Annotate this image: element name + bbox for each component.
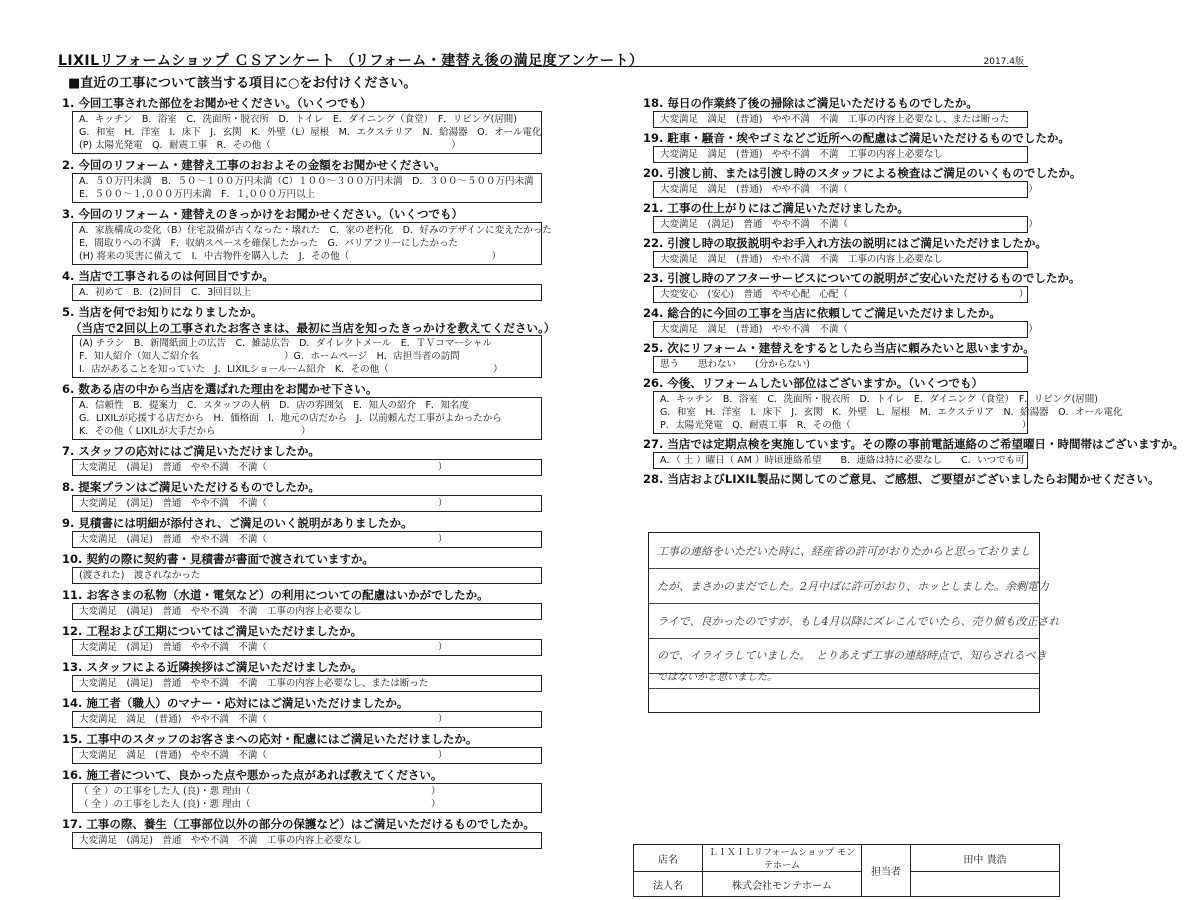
version-label: 2017.4版 — [983, 57, 1024, 67]
answer-option-line: 大変満足 満足 (普通) やや不満 不満（ ） — [79, 714, 448, 725]
answer-box — [72, 111, 542, 154]
question-label: 19. 駐車・騒音・埃やゴミなどご近所への配慮はご満足いただけるものでしたか。 — [643, 131, 1070, 145]
question-label: 9. 見積書には明細が添付され、ご満足のいく説明がありましたか。 — [62, 516, 413, 530]
answer-option-line: (H) 将来の災害に備えて I．中古物件を購入した J．その他（ ） — [79, 251, 502, 262]
question-label: 6. 数ある店の中から当店を選ばれた理由をお聞かせ下さい。 — [62, 382, 378, 396]
answer-box — [72, 675, 542, 692]
question-label: 28. 当店およびLIXIL製品に関してのご意見、ご感想、ご要望がございましたらお聞かせください。 — [643, 472, 1160, 486]
signature-table — [633, 844, 1060, 897]
answer-option-line: (P) 太陽光発電 Q．耐震工事 R．その他（ ） — [79, 140, 461, 151]
question-label: 5. 当店を何でお知りになりましたか。 （当店で2回以上の工事されたお客さまは、最初に当店を知ったきっかけを教えてください。） — [62, 305, 556, 335]
answer-option-line: 大変満足 (満足) 普通 やや不満 不満 工事の内容上必要なし — [79, 606, 362, 617]
question-label: 13. スタッフによる近隣挨拶はご満足いただけましたか。 — [62, 660, 363, 674]
answer-box — [72, 173, 542, 203]
answer-box — [653, 452, 1028, 469]
answer-option-line: A．家族構成の変化（B）住宅設備が古くなった・壊れた C．家の老朽化 D．好みのデザインに変えたかった — [79, 225, 552, 236]
question-label: 12. 工程および工期についてはご満足いただけましたか。 — [62, 624, 363, 638]
answer-option-line: 大変満足 満足 (普通) やや不満 不満（ ） — [660, 324, 1038, 335]
answer-box — [72, 397, 542, 440]
question-label: 23. 引渡し時のアフターサービスについての説明がご安心いただけるものでしたか。 — [643, 271, 1081, 285]
question-label: 22. 引渡し時の取扱説明やお手入れ方法の説明にはご満足いただけましたか。 — [643, 236, 1047, 250]
answer-option-line: P．太陽光発電 Q．耐震工事 R．その他（ ） — [660, 420, 1032, 431]
answer-box — [72, 284, 542, 301]
answer-option-line: 大変満足 (満足) 普通 やや不満 不満（ ） — [79, 498, 448, 509]
answer-option-line: 大変満足 満足 (普通) やや不満 不満 工事の内容上必要なし、または断った — [660, 114, 1010, 125]
answer-option-line: G．和室 H．洋室 I．床下 J．玄関 K．外壁 L．屋根 M．エクステリア N．給湯器 O．オール電化 — [660, 407, 1123, 418]
answer-option-line: 大変満足 満足 (普通) やや不満 不満（ ） — [660, 184, 1038, 195]
answer-box — [72, 832, 542, 849]
answer-option-line: G．LIXILが応援する店だから H．価格面 I．地元の店だから J．以前頼んだ工事がよかったから — [79, 413, 502, 424]
question-label: 2. 今回のリフォーム・建替え工事のおおよその金額をお聞かせください。 — [62, 158, 446, 172]
answer-option-line: A．信頼性 B．提案力 C．スタッフの人柄 D．店の雰囲気 E．知人の紹介 F．知名度 — [79, 400, 469, 411]
answer-box — [653, 111, 1028, 128]
answer-option-line: （ 全 ）の工事をした人 (良)・悪 理由（ ） — [79, 799, 441, 810]
answer-option-line: A．５０万円未満 B．５０～１００万円未満（C）１００～３００万円未満 D．３００～５００万円未満 — [79, 176, 534, 187]
answer-box — [72, 459, 542, 476]
answer-option-line: 大変満足 (満足) 普通 やや不満 不満（ ） — [660, 219, 1038, 230]
question-label: 18. 毎日の作業終了後の掃除はご満足いただけるものでしたか。 — [643, 96, 978, 110]
answer-box — [653, 321, 1038, 338]
answer-box — [653, 391, 1123, 434]
answer-box — [653, 216, 1038, 233]
answer-option-line: 大変満足 (満足) 普通 やや不満 不満 工事の内容上必要なし、または断った — [79, 678, 429, 689]
question-label: 14. 施工者（職人）のマナー・応対にはご満足いただけましたか。 — [62, 696, 409, 710]
title-underline — [58, 66, 1028, 67]
corp-label: 法人名 — [634, 872, 703, 897]
staff-name: 田中 貴浩 — [911, 845, 1060, 872]
question-label: 27. 当店では定期点検を実施しています。その際の事前電話連絡のご希望曜日・時間帯はございますか。 — [643, 437, 1184, 451]
survey-title: LIXILリフォームショップ ＣＳアンケート （リフォーム・建替え後の満足度アンケート） — [58, 53, 644, 69]
question-label: 11. お客さまの私物（水道・電気など）の利用についての配慮はいかがでしたか。 — [62, 588, 489, 602]
answer-box — [653, 356, 1028, 373]
question-label: 25. 次にリフォーム・建替えをするとしたら当店に頼みたいと思いますか。 — [643, 341, 1035, 355]
answer-box — [72, 567, 542, 584]
answer-box — [72, 603, 542, 620]
comment-line: たが、まさかのまだでした。2月中ばに許可がおり、ホッとしました。余剰電力 — [657, 580, 1049, 593]
answer-option-line: 大変満足 満足 (普通) やや不満 不満 工事の内容上必要なし — [660, 149, 943, 160]
answer-box — [653, 251, 1028, 268]
instruction-heading: ■直近の工事について該当する項目に○をお付けください。 — [68, 76, 417, 91]
comment-line: ので、イライラしていました。 とりあえず工事の連絡時点で、知らされるべき — [657, 649, 1047, 662]
answer-option-line: 大変安心 (安心) 普通 やや心配 心配（ ） — [660, 289, 1029, 300]
question-label: 10. 契約の際に契約書・見積書が書面で渡されていますか。 — [62, 552, 374, 566]
comment-line: 工事の連絡をいただいた時に、経産省の許可がおりたからと思っておりまし — [657, 545, 1031, 558]
answer-box — [72, 222, 552, 265]
question-label: 26. 今後、リフォームしたい部位はございますか。（いくつでも） — [643, 376, 984, 390]
answer-box — [72, 747, 542, 764]
answer-option-line: 大変満足 (満足) 普通 やや不満 不満（ ） — [79, 462, 448, 473]
answer-option-line: A．キッチン B．浴室 C．洗面所・脱衣所 D．トイレ E．ダイニング（食堂） F．リビング(居間) — [660, 394, 1099, 405]
answer-box — [653, 181, 1038, 198]
answer-option-line: 思う 思わない (分からない) — [660, 359, 810, 370]
answer-option-line: (A) チラシ B．新聞紙面上の広告 C．雑誌広告 D．ダイレクトメール E．ＴＶコマーシャル — [79, 338, 492, 349]
answer-option-line: 大変満足 満足 (普通) やや不満 不満 工事の内容上必要なし — [660, 254, 943, 265]
question-label: 20. 引渡し前、または引渡し時のスタッフによる検査はご満足のいくものでしたか。 — [643, 166, 1082, 180]
question-label: 17. 工事の際、養生（工事部位以外の部分の保護など）はご満足いただけるものでしたか。 — [62, 817, 535, 831]
comment-line: ではないかと思いました。 — [657, 672, 777, 683]
question-label: 7. スタッフの応対にはご満足いただけましたか。 — [62, 444, 320, 458]
answer-option-line: F．知人紹介（知人ご紹介名 ）G．ホームページ H．店担当者の訪問 — [79, 351, 460, 362]
staff-signature-cell — [911, 872, 1060, 897]
answer-option-line: （ 全 ）の工事をした人 (良)・悪 理由（ ） — [79, 786, 441, 797]
question-label: 3. 今回のリフォーム・建替えのきっかけをお聞かせください。（いくつでも） — [62, 207, 464, 221]
answer-option-line: 大変満足 (満足) 普通 やや不満 不満（ ） — [79, 642, 448, 653]
answer-option-line: E．間取りへの不満 F．収納スペースを確保したかった G．バリアフリーにしたかった — [79, 238, 458, 249]
answer-box — [653, 286, 1028, 303]
answer-box — [653, 146, 1028, 163]
answer-option-line: A．（ 土 ）曜日（ AM ）時頃連絡希望 B．連絡は特に必要なし C．いつでも可 — [660, 455, 1025, 466]
answer-option-line: A．キッチン B．浴室 C．洗面所・脱衣所 D．トイレ E．ダイニング（食堂） F．リビング(居間) — [79, 114, 518, 125]
question-label: 8. 提案プランはご満足いただけるものでしたか。 — [62, 480, 320, 494]
question-label: 24. 総合的に今回の工事を当店に依頼してご満足いただけましたか。 — [643, 306, 1001, 320]
answer-option-line: 大変満足 (満足) 普通 やや不満 不満（ ） — [79, 534, 448, 545]
answer-option-line: 大変満足 満足 (普通) やや不満 不満（ ） — [79, 750, 448, 761]
answer-option-line: E．５００～１,０００万円未満 F．１,０００万円以上 — [79, 189, 316, 200]
question-label: 1. 今回工事された部位をお聞かせください。（いくつでも） — [62, 96, 372, 110]
answer-box — [72, 639, 542, 656]
question-label: 16. 施工者について、良かった点や悪かった点があれば教えてください。 — [62, 768, 443, 782]
answer-box — [72, 711, 542, 728]
answer-box — [72, 783, 542, 813]
answer-option-line: I．店があることを知っていた J．LIXILショールーム紹介 K．その他（ ） — [79, 364, 503, 375]
answer-option-line: A．初めて B．(2)回目 C．3回目以上 — [79, 287, 252, 298]
comment-box — [648, 532, 1060, 713]
question-label: 4. 当店で工事されるのは何回目ですか。 — [62, 269, 274, 283]
comment-line: ライで、良かったのですが、もし4月以降にズレこんでいたら、売り値も改正され — [657, 615, 1060, 628]
answer-option-line: (渡された) 渡されなかった — [79, 570, 201, 581]
answer-box — [72, 531, 542, 548]
question-label: 15. 工事中のスタッフのお客さまへの応対・配慮にはご満足いただけましたか。 — [62, 732, 478, 746]
answer-box — [72, 335, 542, 378]
answer-box — [72, 495, 542, 512]
answer-option-line: K．その他（ LIXILが大手だから ） — [79, 426, 311, 437]
answer-option-line: G．和室 H．洋室 I．床下 J．玄関 K．外壁（L）屋根 M．エクステリア N．給湯器 O．オール電化 — [79, 127, 542, 138]
staff-label: 担当者 — [862, 845, 911, 897]
store-label: 店名 — [634, 845, 703, 872]
question-label: 21. 工事の仕上がりにはご満足いただけましたか。 — [643, 201, 909, 215]
store-name: ＬＩＸＩＬリフォームショップ モンテホーム — [703, 845, 862, 872]
answer-option-line: 大変満足 (満足) 普通 やや不満 不満 工事の内容上必要なし — [79, 835, 362, 846]
corp-name: 株式会社モンテホーム — [703, 872, 862, 897]
